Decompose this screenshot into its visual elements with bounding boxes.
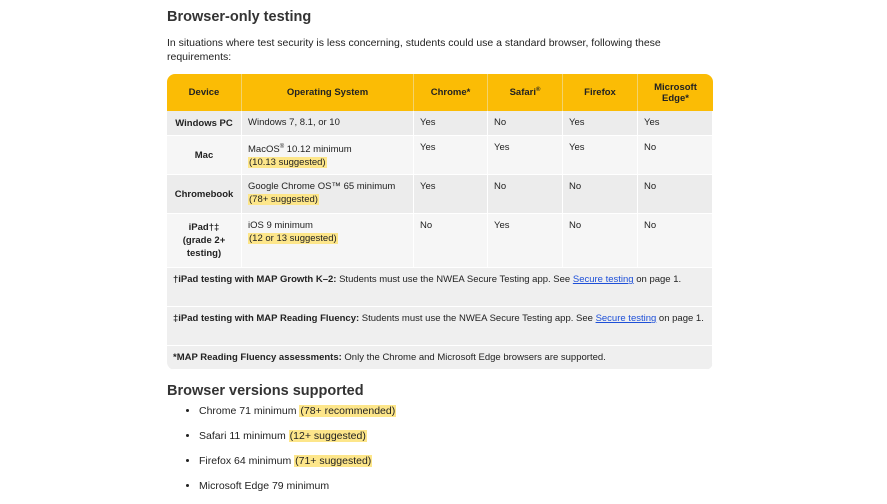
footnote-text: Students must use the NWEA Secure Testing app. See (359, 313, 596, 325)
registered-mark: ® (279, 144, 285, 150)
section-title-browser-only: Browser-only testing (167, 9, 312, 25)
table-row (167, 111, 713, 136)
footnote-bold: ‡iPad testing with MAP Reading Fluency: (173, 313, 360, 325)
os-cell: Windows 7, 8.1, or 10 (242, 111, 414, 136)
header-edge: Microsoft Edge* (638, 74, 713, 111)
footnote-bold: *MAP Reading Fluency assessments: (173, 352, 342, 364)
firefox-cell: No (563, 175, 638, 214)
secure-testing-link[interactable]: Secure testing (595, 313, 657, 325)
version-text: Safari 11 minimum (199, 430, 289, 442)
edge-cell: No (638, 175, 713, 214)
safari-cell: No (488, 111, 563, 136)
header-safari (488, 74, 563, 111)
os-suggested-note: (78+ suggested) (249, 194, 318, 206)
safari-cell: No (488, 175, 563, 214)
table-header-row (167, 74, 713, 111)
footnote-row (167, 307, 713, 346)
list-item (199, 429, 396, 454)
table-row (167, 175, 713, 214)
footnote-text: Only the Chrome and Microsoft Edge browsers are supported. (341, 352, 606, 364)
footnote-after: on page 1. (633, 274, 682, 286)
footnote-cell (167, 268, 713, 307)
section-title-browser-versions: Browser versions supported (167, 383, 364, 399)
os-suggested-note: (10.13 suggested) (249, 157, 326, 169)
safari-cell: Yes (488, 136, 563, 175)
browser-versions-list (181, 404, 396, 504)
device-cell: iPad†‡ (grade 2+ testing) (167, 214, 242, 268)
os-cell (242, 136, 414, 175)
footnote-cell (167, 307, 713, 346)
chrome-cell: Yes (414, 175, 488, 214)
list-item (199, 404, 396, 429)
firefox-cell: Yes (563, 136, 638, 175)
intro-paragraph: In situations where test security is less concerning, students could use a standard browser, following these requirements: (167, 37, 661, 63)
chrome-cell: Yes (414, 111, 488, 136)
version-highlight: (12+ suggested) (289, 430, 366, 442)
list-item (199, 454, 396, 479)
device-cell: Chromebook (167, 175, 242, 214)
edge-cell: No (638, 136, 713, 175)
footnote-text: Students must use the NWEA Secure Testing app. See (336, 274, 573, 286)
version-text: Chrome 71 minimum (199, 405, 300, 417)
footnote-row (167, 268, 713, 307)
header-safari-label: Safari (509, 87, 536, 99)
edge-cell: Yes (638, 111, 713, 136)
header-firefox: Firefox (563, 74, 638, 111)
device-cell: Mac (167, 136, 242, 175)
secure-testing-link[interactable]: Secure testing (572, 274, 634, 286)
os-cell (242, 175, 414, 214)
edge-cell: No (638, 214, 713, 268)
header-os: Operating System (242, 74, 414, 111)
os-text: Google Chrome OS™ 65 minimum (248, 181, 396, 193)
version-highlight: (78+ recommended) (300, 405, 396, 417)
footnote-bold: †iPad testing with MAP Growth K–2: (173, 274, 337, 286)
registered-mark: ® (535, 86, 541, 93)
os-text-rest: 10.12 minimum (284, 144, 352, 156)
os-cell (242, 214, 414, 268)
device-cell: Windows PC (167, 111, 242, 136)
chrome-cell: Yes (414, 136, 488, 175)
table-row (167, 136, 713, 175)
version-text: Firefox 64 minimum (199, 455, 295, 467)
header-device: Device (167, 74, 242, 111)
browser-requirements-table (167, 74, 713, 370)
footnote-after: on page 1. (656, 313, 704, 325)
safari-cell: Yes (488, 214, 563, 268)
os-text: iOS 9 minimum (248, 220, 313, 232)
version-highlight: (71+ suggested) (295, 455, 372, 467)
os-suggested-note: (12 or 13 suggested) (249, 233, 337, 245)
chrome-cell: No (414, 214, 488, 268)
firefox-cell: Yes (563, 111, 638, 136)
table-row (167, 214, 713, 268)
os-text: MacOS (248, 144, 280, 156)
list-item (199, 479, 396, 504)
version-text: Microsoft Edge 79 minimum (199, 480, 330, 492)
header-chrome: Chrome* (414, 74, 488, 111)
firefox-cell: No (563, 214, 638, 268)
footnote-cell (167, 346, 713, 370)
footnote-row (167, 346, 713, 370)
